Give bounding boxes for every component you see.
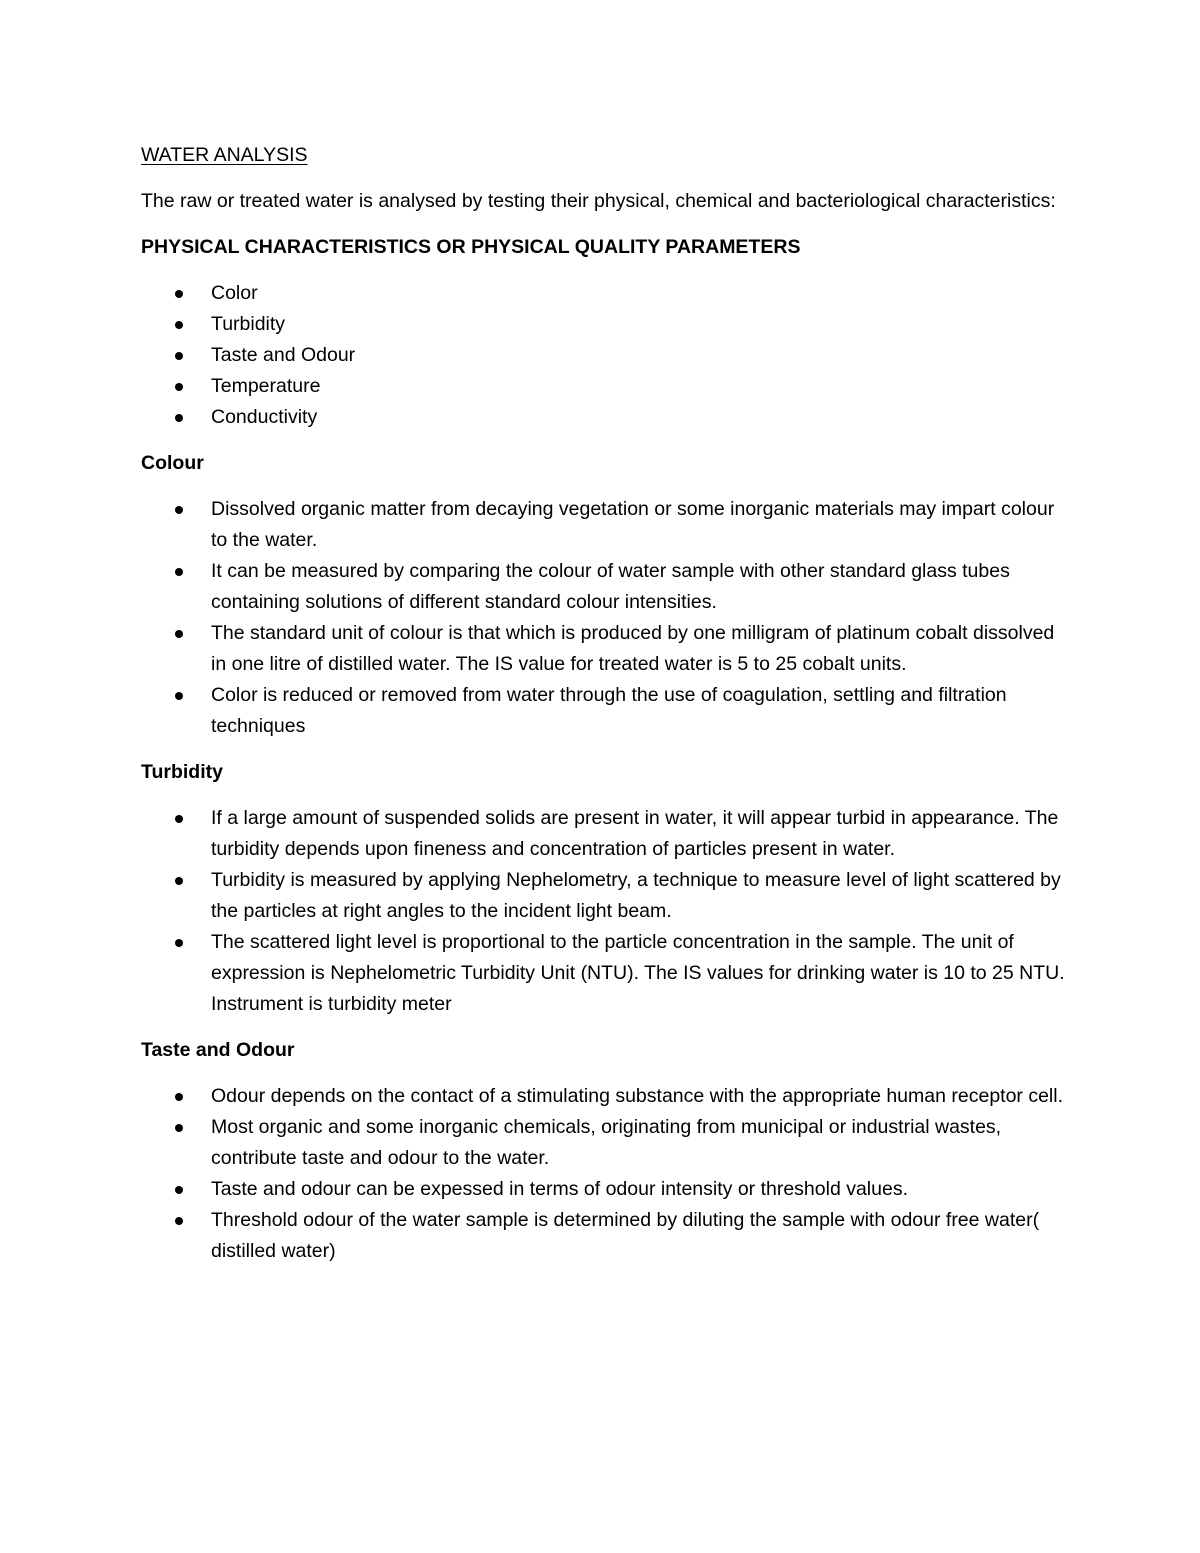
- list-item-text: Most organic and some inorganic chemicals, originating from municipal or industrial wastes, contribute taste and odour to the water.: [211, 1116, 1002, 1169]
- list-item: [141, 865, 1071, 927]
- bullet-icon: [175, 568, 183, 576]
- bullet-icon: [175, 352, 183, 360]
- document-title: WATER ANALYSIS: [141, 144, 308, 166]
- intro-paragraph: The raw or treated water is analysed by testing their physical, chemical and bacteriological characteristics:: [141, 190, 1056, 212]
- bullet-icon: [175, 1124, 183, 1132]
- list-item-text: Turbidity is measured by applying Nephelometry, a technique to measure level of light scattered by the particles at right angles to the incident light beam.: [211, 869, 1061, 922]
- list-item-text: Turbidity: [211, 313, 286, 335]
- colour-list: [141, 494, 1071, 742]
- colour-heading: Colour: [141, 452, 204, 474]
- document-page: [141, 140, 1071, 1282]
- list-item-text: Conductivity: [211, 406, 318, 428]
- bullet-icon: [175, 321, 183, 329]
- list-item: [141, 1112, 1071, 1174]
- bullet-icon: [175, 383, 183, 391]
- list-item: [141, 1205, 1071, 1267]
- list-item: [141, 1174, 1071, 1205]
- list-item: [141, 494, 1071, 556]
- bullet-icon: [175, 1093, 183, 1101]
- bullet-icon: [175, 877, 183, 885]
- bullet-icon: [175, 290, 183, 298]
- list-item-text: Color is reduced or removed from water through the use of coagulation, settling and filtration techniques: [211, 684, 1007, 737]
- turbidity-heading: Turbidity: [141, 761, 223, 783]
- list-item-text: If a large amount of suspended solids are present in water, it will appear turbid in appearance. The turbidity depends upon fineness and concentration of particles present in water.: [211, 807, 1059, 860]
- list-item: [141, 927, 1071, 1020]
- bullet-icon: [175, 815, 183, 823]
- list-item: [141, 340, 1071, 371]
- list-item-text: Taste and Odour: [211, 344, 356, 366]
- list-item: [141, 402, 1071, 433]
- bullet-icon: [175, 692, 183, 700]
- bullet-icon: [175, 630, 183, 638]
- list-item: [141, 618, 1071, 680]
- turbidity-list: [141, 803, 1071, 1020]
- taste-odour-list: [141, 1081, 1071, 1267]
- list-item-text: The standard unit of colour is that which is produced by one milligram of platinum cobalt dissolved in one litre of distilled water. The IS value for treated water is 5 to 25 cobalt units.: [211, 622, 1055, 675]
- list-item-text: Threshold odour of the water sample is determined by diluting the sample with odour free water( distilled water): [211, 1209, 1040, 1262]
- bullet-icon: [175, 939, 183, 947]
- list-item-text: Taste and odour can be expessed in terms of odour intensity or threshold values.: [211, 1178, 908, 1200]
- list-item: [141, 278, 1071, 309]
- section-heading: PHYSICAL CHARACTERISTICS OR PHYSICAL QUALITY PARAMETERS: [141, 236, 801, 258]
- bullet-icon: [175, 506, 183, 514]
- list-item: [141, 309, 1071, 340]
- list-item: [141, 680, 1071, 742]
- list-item: [141, 803, 1071, 865]
- bullet-icon: [175, 1186, 183, 1194]
- list-item-text: Temperature: [211, 375, 321, 397]
- list-item-text: Color: [211, 282, 258, 304]
- list-item: [141, 556, 1071, 618]
- list-item-text: Dissolved organic matter from decaying vegetation or some inorganic materials may impart colour to the water.: [211, 498, 1055, 551]
- list-item-text: It can be measured by comparing the colour of water sample with other standard glass tubes containing solutions of different standard colour intensities.: [211, 560, 1010, 613]
- parameter-list: [141, 278, 1071, 433]
- bullet-icon: [175, 414, 183, 422]
- list-item-text: The scattered light level is proportional to the particle concentration in the sample. The unit of expression is Nephelometric Turbidity Unit (NTU). The IS values for drinking water is 10 to 25 NTU. Instrument is turbidity meter: [211, 931, 1065, 1015]
- list-item: [141, 1081, 1071, 1112]
- taste-odour-heading: Taste and Odour: [141, 1039, 295, 1061]
- list-item: [141, 371, 1071, 402]
- list-item-text: Odour depends on the contact of a stimulating substance with the appropriate human receptor cell.: [211, 1085, 1064, 1107]
- bullet-icon: [175, 1217, 183, 1225]
